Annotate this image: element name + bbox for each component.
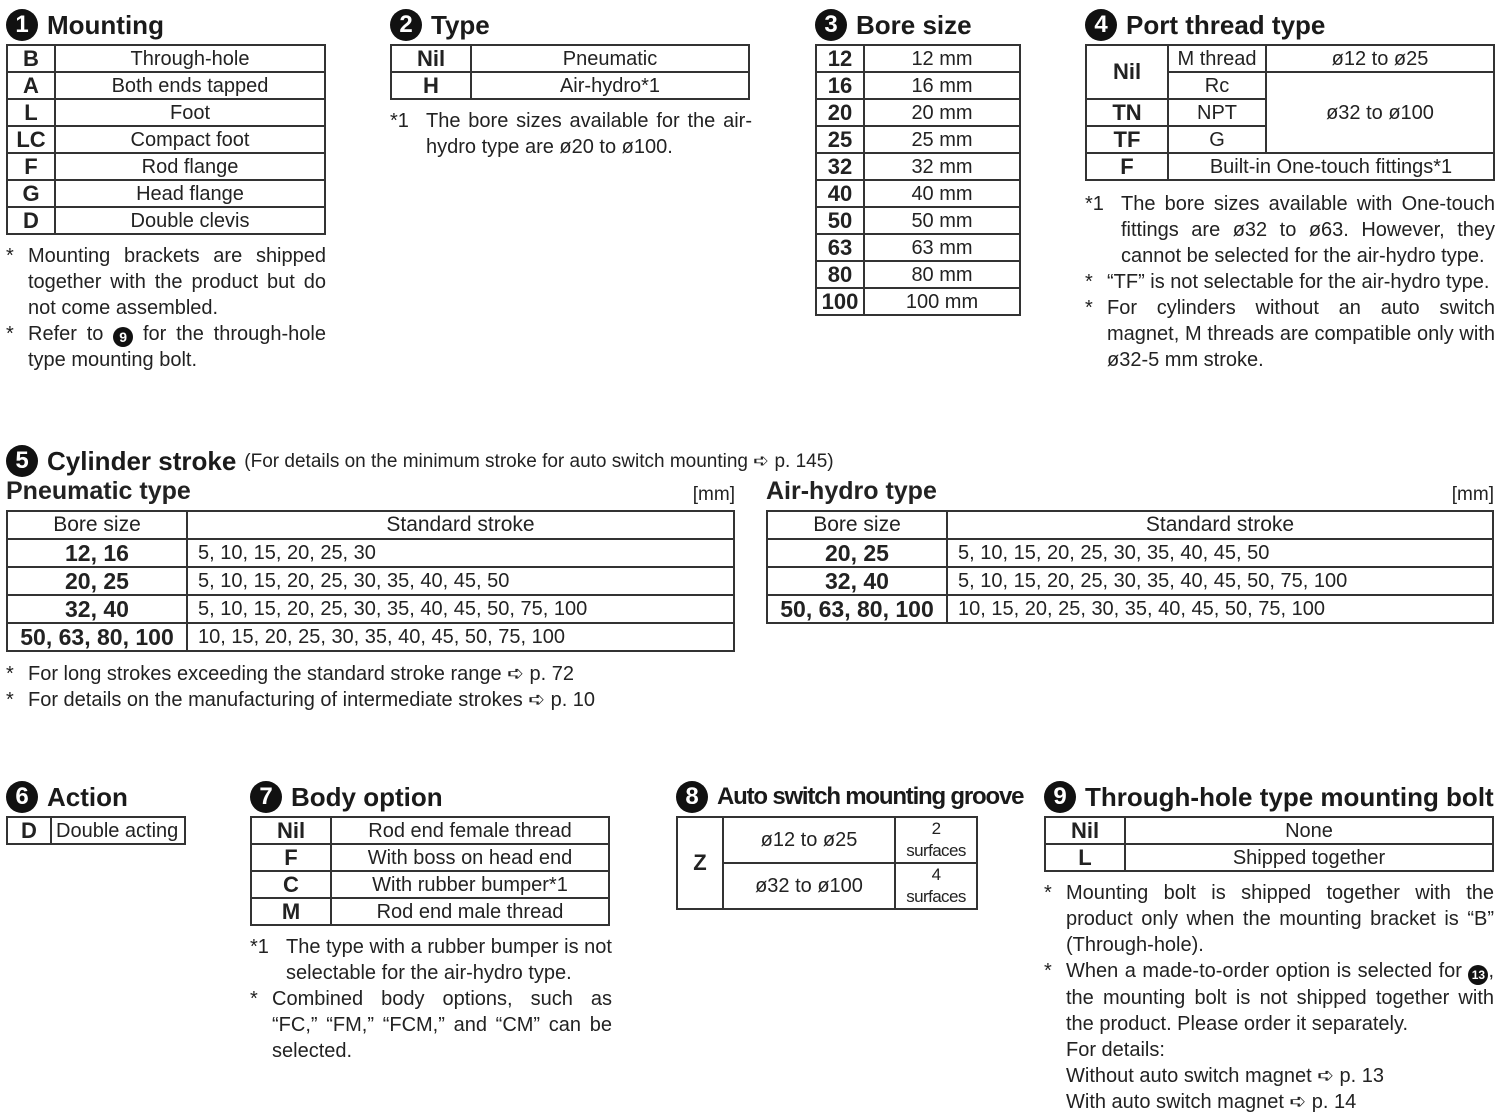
body-heading [250,780,612,814]
port-note: * For cylinders without an auto switch magnet, M threads are compatible only with ø32-5 mm stroke. [1085,297,1495,371]
table-row [7,180,325,207]
bolt-details-label: For details: [1066,1039,1165,1061]
airhydro-stroke [766,478,1494,624]
table-row [1045,817,1493,844]
option-description: 100 mm [864,288,1020,315]
table-row [816,288,1020,315]
table-row [251,844,609,871]
standard-stroke-cell: 10, 15, 20, 25, 30, 35, 40, 45, 50, 75, 100 [187,623,734,651]
table-row [7,207,325,234]
stroke-note: * For details on the manufacturing of intermediate strokes ➪ p. 10 [6,689,596,711]
option-description: Compact foot [55,126,325,153]
port-heading [1085,8,1495,42]
standard-stroke-cell: 5, 10, 15, 20, 25, 30, 35, 40, 45, 50 [947,539,1493,567]
option-code: 80 [816,261,864,288]
section-mounting-groove [676,780,1024,910]
type-heading [390,8,752,42]
section-port-thread [1085,8,1495,373]
bolt-note: * When a made-to-order option is selected for 13 , the mounting bolt is not shipped together with the product. Please order it separately. [1044,960,1494,1035]
bolt-heading [1044,780,1494,814]
option-code: 32 [816,153,864,180]
option-description: 63 mm [864,234,1020,261]
section-number-badge: 6 [6,781,38,813]
port-rc: Rc [1168,72,1266,99]
option-code: A [7,72,55,99]
unit-label: [mm] [692,484,735,505]
body-table [250,816,610,926]
section-number-badge: 2 [390,9,422,41]
bore-size-cell: 12, 16 [7,539,187,567]
table-row [816,72,1020,99]
option-description: 20 mm [864,99,1020,126]
table-row [816,126,1020,153]
option-description: Shipped together [1125,844,1493,871]
mounting-heading [6,8,326,42]
option-description: Rod end male thread [331,898,609,925]
option-description: 16 mm [864,72,1020,99]
port-m-thread: M thread [1168,45,1266,72]
table-row [767,539,1493,567]
section-number-badge: 7 [250,781,282,813]
section-ref-badge: 13 [1468,965,1488,985]
option-code: Nil [251,817,331,844]
option-code: C [251,871,331,898]
section-number-badge: 3 [815,9,847,41]
standard-stroke-cell: 5, 10, 15, 20, 25, 30, 35, 40, 45, 50, 75, 100 [947,567,1493,595]
section-number-badge: 9 [1044,781,1076,813]
section-type [390,8,752,160]
option-description: 32 mm [864,153,1020,180]
option-code: 50 [816,207,864,234]
mounting-note: * Mounting brackets are shipped together with the product but do not come assembled. [6,245,326,319]
groove-range: ø12 to ø25 [723,817,895,863]
table-row [251,871,609,898]
option-description: Rod end female thread [331,817,609,844]
section-mounting [6,8,326,373]
table-row [7,72,325,99]
option-code: 25 [816,126,864,153]
table-row [391,45,749,72]
option-description: 12 mm [864,45,1020,72]
table-row [816,45,1020,72]
table-row [816,180,1020,207]
option-description: Air-hydro*1 [471,72,749,99]
groove-surfaces: 4 surfaces [895,863,977,909]
section-bore-size [815,8,1021,316]
table-row [7,595,734,623]
port-wide-range: ø32 to ø100 [1266,72,1494,153]
bolt-table [1044,816,1494,872]
action-code: D [7,817,51,844]
body-note: * Combined body options, such as “FC,” “FM,” “FCM,” and “CM” can be selected. [250,988,612,1062]
bore-size-cell: 20, 25 [7,567,187,595]
option-code: Nil [1045,817,1125,844]
section-title: Port thread type [1126,9,1326,40]
section-title: Action [47,781,128,812]
groove-surfaces: 2 surfaces [895,817,977,863]
table-row [7,567,734,595]
stroke-note: * For long strokes exceeding the standard stroke range ➪ p. 72 [6,663,574,685]
option-description: Double clevis [55,207,325,234]
table-row [1045,844,1493,871]
option-description: 80 mm [864,261,1020,288]
table-row [7,126,325,153]
option-code: 20 [816,99,864,126]
option-code: 12 [816,45,864,72]
option-code: B [7,45,55,72]
port-m-range: ø12 to ø25 [1266,45,1494,72]
table-row [391,72,749,99]
unit-label: [mm] [1451,484,1494,505]
bore-size-cell: 20, 25 [767,539,947,567]
section-title: Through-hole type mounting bolt [1085,781,1494,812]
section-number-badge: 1 [6,9,38,41]
table-row [767,595,1493,623]
table-row [816,99,1020,126]
standard-stroke-cell: 5, 10, 15, 20, 25, 30 [187,539,734,567]
option-code: F [251,844,331,871]
table-row [816,261,1020,288]
stroke-heading [6,444,1494,478]
bore-size-cell: 50, 63, 80, 100 [767,595,947,623]
option-description: With boss on head end [331,844,609,871]
bore-table [815,44,1021,316]
section-title: Body option [291,781,443,812]
option-description: Both ends tapped [55,72,325,99]
body-footnote: *1 The type with a rubber bumper is not selectable for the air-hydro type. [250,936,612,984]
table-row [7,623,734,651]
pneumatic-title: Pneumatic type [6,477,191,505]
table-row [767,567,1493,595]
option-code: D [7,207,55,234]
option-description: Head flange [55,180,325,207]
table-row [7,153,325,180]
pneumatic-stroke [6,478,735,652]
table-row [816,153,1020,180]
option-code: Nil [391,45,471,72]
bolt-ref-with: With auto switch magnet ➪ p. 14 [1066,1091,1357,1113]
option-description: Foot [55,99,325,126]
option-code: F [7,153,55,180]
table-row [816,234,1020,261]
option-code: 40 [816,180,864,207]
bolt-ref-without: Without auto switch magnet ➪ p. 13 [1066,1065,1385,1087]
option-code: 16 [816,72,864,99]
option-code: LC [7,126,55,153]
table-row [251,898,609,925]
port-code-tn: TN [1086,99,1168,126]
section-body-option [250,780,612,1064]
section-title: Type [431,9,490,40]
option-code: H [391,72,471,99]
port-note: * “TF” is not selectable for the air-hydro type. [1085,271,1490,293]
option-code: L [7,99,55,126]
standard-stroke-cell: 10, 15, 20, 25, 30, 35, 40, 45, 50, 75, 100 [947,595,1493,623]
section-title: Bore size [856,9,972,40]
option-code: L [1045,844,1125,871]
table-row [7,539,734,567]
bore-heading [815,8,1021,42]
section-ref-badge: 9 [113,327,133,347]
pneumatic-stroke-table [6,510,735,652]
stroke-notes [6,661,906,713]
port-f-desc: Built-in One-touch fittings*1 [1168,153,1494,180]
column-header: Standard stroke [947,511,1493,539]
groove-code: Z [677,817,723,909]
option-description: 40 mm [864,180,1020,207]
section-title: Cylinder stroke [47,445,237,476]
bore-size-cell: 50, 63, 80, 100 [7,623,187,651]
table-row [7,45,325,72]
option-code: 63 [816,234,864,261]
port-table [1085,44,1495,181]
type-table [390,44,750,100]
option-code: G [7,180,55,207]
table-row [7,99,325,126]
groove-heading [676,780,1024,814]
port-footnote: *1 The bore sizes available with One-touch fittings are ø32 to ø63. However, they cannot be selected for the air-hydro type. [1085,193,1495,267]
type-footnote: *1 The bore sizes available for the air-hydro type are ø20 to ø100. [390,110,752,158]
section-action [6,780,188,845]
option-description: 25 mm [864,126,1020,153]
bore-size-cell: 32, 40 [7,595,187,623]
option-description: Through-hole [55,45,325,72]
port-code-nil: Nil [1086,45,1168,99]
option-description: 50 mm [864,207,1020,234]
option-description: With rubber bumper*1 [331,871,609,898]
action-desc: Double acting [51,817,185,844]
mounting-note: * Refer to 9 for the through-hole type mounting bolt. [6,323,326,371]
section-subtitle: (For details on the minimum stroke for auto switch mounting ➪ p. 145) [244,450,834,472]
section-title: Auto switch mounting groove [717,783,1024,810]
option-description: Pneumatic [471,45,749,72]
action-table [6,816,186,845]
port-code-f: F [1086,153,1168,180]
airhydro-stroke-table [766,510,1494,624]
option-description: None [1125,817,1493,844]
section-number-badge: 5 [6,445,38,477]
standard-stroke-cell: 5, 10, 15, 20, 25, 30, 35, 40, 45, 50 [187,567,734,595]
section-title: Mounting [47,9,164,40]
table-row [816,207,1020,234]
section-mounting-bolt [1044,780,1494,1115]
section-number-badge: 4 [1085,9,1117,41]
option-code: M [251,898,331,925]
column-header: Bore size [7,511,187,539]
bore-size-cell: 32, 40 [767,567,947,595]
airhydro-title: Air-hydro type [766,477,937,505]
section-number-badge: 8 [676,781,708,813]
port-npt: NPT [1168,99,1266,126]
standard-stroke-cell: 5, 10, 15, 20, 25, 30, 35, 40, 45, 50, 75, 100 [187,595,734,623]
option-code: 100 [816,288,864,315]
port-g: G [1168,126,1266,153]
port-code-tf: TF [1086,126,1168,153]
column-header: Standard stroke [187,511,734,539]
action-heading [6,780,188,814]
mounting-table [6,44,326,235]
column-header: Bore size [767,511,947,539]
bolt-note: * Mounting bolt is shipped together with the product only when the mounting bracket is “B” (Through-hole). [1044,882,1494,956]
groove-range: ø32 to ø100 [723,863,895,909]
table-row [251,817,609,844]
groove-table [676,816,978,910]
section-cylinder-stroke [6,444,1494,478]
option-description: Rod flange [55,153,325,180]
